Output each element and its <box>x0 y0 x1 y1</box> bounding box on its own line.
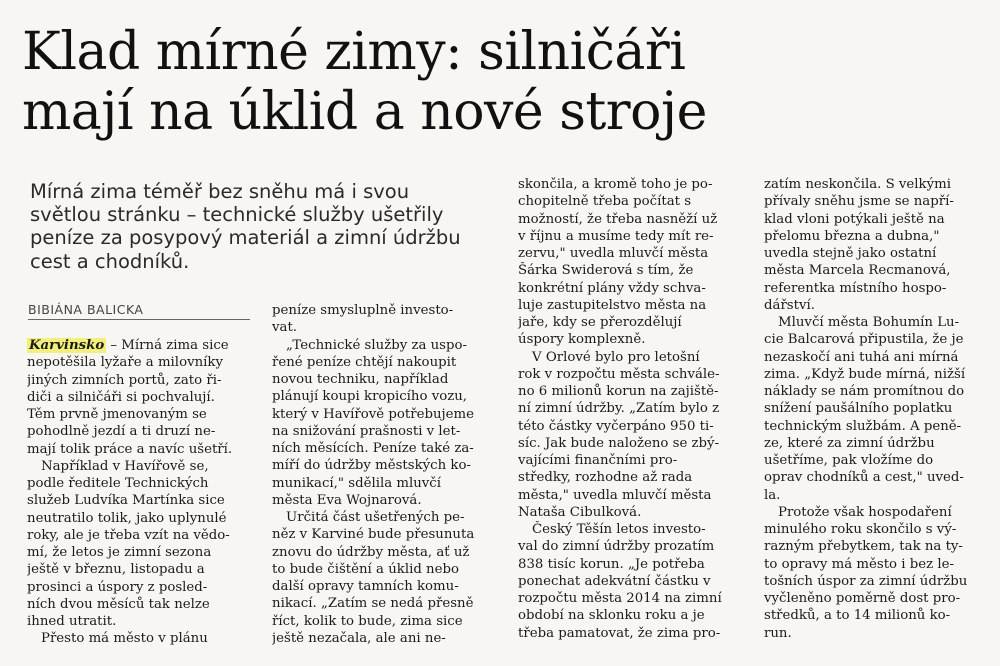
article-line: který v Havířově potřebujeme <box>272 406 474 422</box>
article-column-2 <box>272 302 497 647</box>
article-line: ních měsících. Peníze také za- <box>272 441 474 456</box>
article-line: úspory komplexně. <box>518 332 646 348</box>
article-line: města," uvedla mluvčí města <box>518 487 712 503</box>
article-line: tošních úspor za zimní údržbu <box>764 573 968 589</box>
article-column-3 <box>518 176 745 642</box>
article-line: této částky vyčerpáno 950 ti- <box>518 418 714 434</box>
article-line: rok v rozpočtu města schvále- <box>518 366 720 382</box>
article-line: Přesto má město v plánu <box>41 631 208 647</box>
article-line: Protože však hospodaření <box>778 504 952 520</box>
article-line: peníze smysluplně investo- <box>272 303 454 318</box>
article-line: podle ředitele Technických <box>27 476 209 491</box>
article-line: třeba pamatovat, že zima pro- <box>518 625 721 641</box>
article-line: dářství. <box>764 297 815 313</box>
article-line: nikací. „Zatím se nedá přesně <box>272 596 474 612</box>
article-line: chopitelně třeba počítat s <box>518 194 692 210</box>
lead-paragraph <box>30 180 500 273</box>
article-line-text: – Mírná zima sice <box>106 338 229 353</box>
byline: BIBIÁNA BALICKA <box>28 302 144 317</box>
article-line: „Technické služby za uspo- <box>286 337 468 353</box>
article-line: Český Těšín letos investo- <box>532 522 706 537</box>
article-line: přívaly sněhu jsme se napří- <box>764 194 954 210</box>
article-line: novou techniku, například <box>272 372 449 387</box>
article-line: razným přebytkem, tak na ty- <box>764 539 963 555</box>
article-line: zervu," uvedla mluvčí města <box>518 246 709 261</box>
article-line: cie Balcarová připustila, že je <box>764 332 964 348</box>
headline-line-2: mají na úklid a nové stroje <box>22 82 707 142</box>
article-line: konkrétní plány vždy schva- <box>518 280 706 296</box>
article-line: vajícími finančními pro- <box>518 453 678 468</box>
article-line: neutratilo tolik, jako uplynulé <box>27 510 227 526</box>
article-line: přelomu března a dubna," <box>764 228 940 244</box>
article-line: prosinci a úspory z posled- <box>27 579 208 595</box>
article-line: ihned utratit. <box>27 614 117 629</box>
article-line: to opravy má město i bez le- <box>764 556 954 572</box>
article-line: zima. „Když bude mírná, nižší <box>764 366 966 382</box>
dateline-place: Karvinsko <box>29 338 105 353</box>
article-line: období na sklonku roku a je <box>518 608 705 624</box>
article-line: pohodlně jezdí a ti druzí ne- <box>27 424 216 440</box>
article-line: munikací," sdělila mluvčí <box>272 475 441 491</box>
article-line: val do zimní údržby prozatím <box>518 539 715 555</box>
lead-line: cest a chodníků. <box>30 249 190 273</box>
article-column-1 <box>27 337 252 648</box>
article-line: míří do údržby městských ko- <box>272 458 471 474</box>
article-line: středky, rozhodne až rada <box>518 470 693 486</box>
article-line: 838 tisíc korun. „Je potřeba <box>518 556 705 572</box>
article-line: roky, ale je třeba vzít na vědo- <box>27 527 230 543</box>
headline-line-1: Klad mírné zimy: silničáři <box>22 22 686 82</box>
article-line: jiných zimních portů, zato ři- <box>27 372 222 388</box>
article-line: na snižování prašnosti v let- <box>272 423 461 439</box>
headline <box>22 22 982 142</box>
article-line: Mluvčí města Bohumín Lu- <box>778 315 960 330</box>
article-line: skončila, a kromě toho je po- <box>518 177 713 192</box>
article-line: to bude čištění a úklid nebo <box>272 561 460 577</box>
article-line: Šárka Swiderová s tím, že <box>518 263 694 279</box>
article-line: la. <box>764 487 781 503</box>
article-line: ních dvou měsíců tak nelze <box>27 596 210 612</box>
article-line: uvedla stejně jako ostatní <box>764 246 937 261</box>
article-line: mí, že letos je zimní sezona <box>27 545 212 560</box>
article-line: nepotěšila lyžaře a milovníky <box>27 355 223 371</box>
article-line: ní zimní údržby. „Zatím bylo z <box>518 401 720 417</box>
article-line: jaře, kdy se přerozdělují <box>518 315 682 330</box>
lead-line: Mírná zima téměř bez sněhu má i svou <box>30 180 410 203</box>
article-line: města Eva Wojnarová. <box>272 492 422 508</box>
article-line: v říjnu a musíme tedy mít re- <box>518 228 714 244</box>
byline-rule <box>28 319 250 320</box>
article-line: snížení paušálního poplatku <box>764 401 953 417</box>
article-line: znovu do údržby města, ať už <box>272 544 470 560</box>
article-line: ponechat adekvátní částku v <box>518 573 711 589</box>
article-line: mají tolik práce a navíc ušetří. <box>27 441 233 457</box>
article-column-4 <box>764 176 991 642</box>
article-line: náklady se nám promítnou do <box>764 384 965 399</box>
article-line: Nataša Cibulková. <box>518 504 642 520</box>
article-line: města Marcela Recmanová, <box>764 263 951 279</box>
article-line: další opravy tamních komu- <box>272 579 459 594</box>
article-line: říct, kolik to bude, zima sice <box>272 613 463 629</box>
article-line: no 6 milionů korun na zajiště- <box>518 384 719 399</box>
article-line: Například v Havířově se, <box>41 458 209 474</box>
article-line: Těm prvně jmenovaným se <box>27 407 207 422</box>
article-line: rozpočtu města 2014 na zimní <box>518 591 722 606</box>
article-line: diči a silničáři si pochvalují. <box>27 389 215 405</box>
article-line: ještě nezačala, ale ani ne- <box>272 630 446 646</box>
article-line: run. <box>764 625 792 641</box>
article-line: služeb Ludvíka Martínka sice <box>27 493 225 509</box>
article-line: středků, a to 14 milionů ko- <box>764 608 951 624</box>
article-line: V Orlové bylo pro letošní <box>532 349 700 365</box>
lead-line: světlou stránku – technické služby ušetřily <box>30 203 444 227</box>
lead-line: peníze za posypový materiál a zimní údržbu <box>30 226 461 250</box>
article-line: plánují koupi kropicího vozu, <box>272 389 468 405</box>
article-line: ze, které za zimní údržbu <box>764 435 935 451</box>
article-line: klad vloni potýkali ještě na <box>764 211 945 227</box>
article-line: ušetříme, pak vložíme do <box>764 453 934 468</box>
article-line: luje zastupitelstvo města na <box>518 297 707 313</box>
article-line: síc. Jak bude naloženo se zbý- <box>518 435 720 451</box>
article-line: referentka místního hospo- <box>764 280 947 296</box>
article-line: řené peníze chtějí nakoupit <box>272 354 457 370</box>
article-line: něz v Karviné bude přesunuta <box>272 527 475 543</box>
article-line: vat. <box>272 320 298 336</box>
article-line: ještě v březnu, listopadu a <box>27 562 205 578</box>
article-line: zatím neskončila. S velkými <box>764 177 951 192</box>
article-line: minulého roku skončilo s vý- <box>764 522 957 537</box>
article-line: možností, že třeba nasněží už <box>518 211 718 227</box>
article-line: vyčleněno poměrně dost pro- <box>764 591 961 606</box>
article-line: Určitá část ušetřených pe- <box>286 510 465 525</box>
article-line: nezaskočí ani tuhá ani mírná <box>764 349 959 365</box>
article-line: oprav chodníků a cest," uved- <box>764 470 964 486</box>
article-line: technickým službám. A peně- <box>764 418 962 434</box>
article-line <box>27 337 252 354</box>
